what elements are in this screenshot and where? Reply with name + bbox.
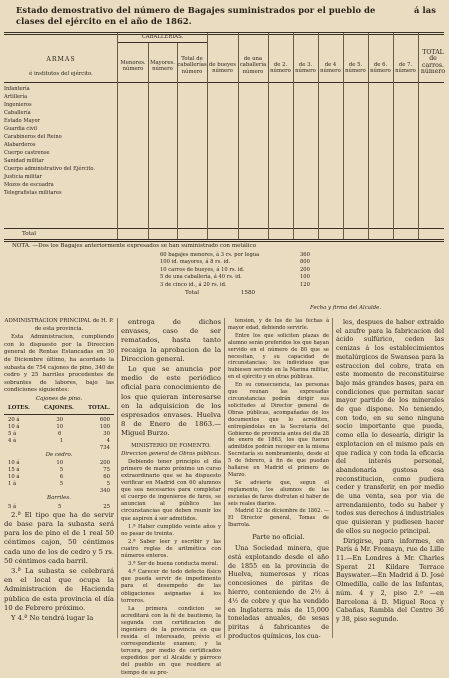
row-label: Guardia civil [4, 126, 37, 132]
col3-heading: Parte no oficial. [252, 533, 305, 542]
breakdown-row: 3 de cinco id., á 20 rs. id. 120 [160, 281, 310, 288]
header-armas-sub: é institutos del ejército. [29, 71, 93, 77]
breakdown-row: 10 carros de bueyes, á 10 rs. id. 200 [160, 266, 310, 273]
header-de2: de 2. número [270, 62, 291, 75]
col2-paragraph: 1.ª Haber cumplido veinte años y no pasar de treinta. [121, 523, 221, 537]
col4-paragraph: Dirigirse, para informes, en París á Mr. Fromayn, rue de Lille 11.—En Londres á Mr. Charles Sperat 21 Kildare Terrace Bayswater.—En Madrid á D. José Olmedilla, calle de las Infantas, núm. 4 y 2, piso 2.º —en Barcelona á D. Miguel Roca y Cabañas, Rambla del Centro 36 y 38, piso segundo. [336, 536, 444, 623]
note-breakdown [160, 252, 320, 289]
col2-heading: MINISTERIO DE FOMENTO. [131, 442, 211, 449]
col1-paragraph: Esta Administracion, cumpliendo con lo dispuesto por la Direccion general de Rentas Estancadas en 30 de Diciembre último, ha acordado la subasta de 754 cajones de pino, 340 de cedro y 25 barriles procedentes de sobrantes de labores, bajo las condiciones siguientes: [4, 334, 114, 394]
row-label: Infantería [4, 86, 30, 92]
table-top-rule [4, 32, 444, 35]
col1-subheading: Cajones de pino. [35, 395, 83, 402]
table-total-label: Total [22, 231, 37, 237]
header-total-caballerias: Total de caballerías número [177, 56, 207, 75]
row-label: Ingenieros [4, 102, 32, 108]
col1-paragraph: 2.ª El tipo que ha de servir de base para la subasta será para los de pino el de 1 real 50 céntimos cajon, 50 céntimos cada uno de los de cedro y 5 rs. 50 céntimos cada barril. [4, 510, 114, 565]
col2-paragraph: 2.ª Saber leer y escribir y las cuatro reglas de aritmética con números enteros. [121, 538, 221, 560]
breakdown-row: 60 bagajes menores, á 3 rs. por legua 360 [160, 252, 310, 258]
col3-paragraph: Madrid 12 de diciembre de 1862. —El Director general, Tomas de Ibarrola. [228, 508, 329, 529]
header-armas: ARMAS [46, 56, 76, 63]
col1-paragraph: 3.ª La subasta se celebrará en el local que ocupa la Administracion de Hacienda pública de esta provincia el día 10 de Febrero próximo. [4, 566, 114, 612]
col3-paragraph: Una Sociedad minera, que está explotando desde el año de 1855 en la provincia de Huelva, numerosas y ricas concesiones de piritas de hierro, conteniendo de 2½ á 4½ de cobre y que ha vendido en Inglaterra más de 15,000 toneladas anuales, de sesas piritas á fabricantes de productos químicos, los cua- [228, 544, 329, 641]
note-total-label: Total [185, 290, 200, 296]
fecha-firma: Fecha y firma del Alcalde. [310, 305, 382, 311]
col2-paragraph: 4.ª Carecer de todo defecto físico que pueda servir de impedimento para el desempeño de las obligaciones asignadas á los torreros. [121, 569, 221, 604]
col2-paragraph: entrega de dichos envases, caso de ser rematados, hasta tanto recaiga la aprobacion de la Direccion general. [121, 318, 221, 363]
col3-paragraph: Entre los que soliciten plazas de alumno serán preferidos los que hayan servido en el número de 80 que se necesitan, y su capacidad de circunstancias; los individuos que hubiesen servido en la Marina militar, en el ejército y en otras públicas. [228, 332, 329, 381]
bagajes-table [0, 0, 449, 250]
col1-table-row: 4 á 1 4 [8, 437, 110, 444]
col1-table-row: 5 á 6 30 [8, 430, 110, 437]
col1-total: 734 [99, 444, 110, 451]
col1-table-row: 10 á 6 60 [8, 474, 110, 481]
header-menores: Menores. número [120, 60, 146, 73]
table-bottom-rule [4, 239, 444, 242]
col1-total: 340 [99, 488, 110, 495]
col1-table-row: 10 á 10 200 [8, 460, 110, 467]
column-4 [336, 318, 444, 625]
row-label: Telegrafistas militares [4, 190, 62, 196]
col1-subheading: Barriles. [47, 495, 71, 502]
row-label: Estado Mayor [4, 118, 40, 124]
title-line-2: clases del ejército en el año de 1862. [16, 16, 192, 26]
row-label: Cuerpo castrense [4, 150, 50, 156]
col1-subheading: De cedro. [45, 451, 73, 458]
breakdown-row: 5 de una caballería, á 40 rs. id. 100 [160, 274, 310, 281]
header-de6: de 6. número [370, 62, 391, 75]
row-label: Cuerpo administrativo del Ejército. [4, 166, 96, 172]
row-label: Justicia militar [4, 174, 42, 180]
col1-table-head: LOTES. CAJONES. TOTAL. [8, 404, 110, 411]
col1-table-row: 15 á 5 75 [8, 467, 110, 474]
col1-table-row: 1 á 5 5 [8, 481, 110, 488]
row-label: Sanidad militar [4, 158, 44, 164]
title-line-1: Estado demostrativo del número de Bagajes suministrados por el pueblo de [16, 5, 376, 15]
col2-paragraph: Lo que se anuncia por medio de este periódico oficial para conocimiento de los que quieran interesarse en la adquisicion de los espresados envases. Huelva 8 de Enero de 1863.—Miguel Burzo. [121, 365, 221, 438]
col4-paragraph: les, despues de haber extraido el azufre para la fabricacion del ácido sulfúrico, ceden las cenizas á los establecimientos metalúrgicos de Swansea para la estraccion del cobre, trata en este momento de reconstituirse bajo más grandes bases, para en condiciones que permitan sacar mayor partido de los minerales de que dispone. No teniendo, con todo, en su seno ninguna socio importante que pueda, como ella lo desearía, dirigir la explotacion en el mismo país en que radica y con toda la eficacia del interés personal, abandonaría gustosa esa reconstitucion, como pudiera ceder y transferir, en por medio de una venta, sea por via de arrendamiento, todo su haber y todos sus derechos á industriales que quisieran y pudiesen hacer de ellos su negocio principal. [336, 318, 445, 535]
row-label: Carabineros del Reino [4, 134, 62, 140]
row-label: Mozos de escuadra [4, 182, 54, 188]
table-total-rule [4, 228, 444, 229]
col1-table-row: 5 á 5 25 [8, 503, 110, 510]
header-de5: de 5. número [345, 62, 366, 75]
col2-paragraph: 3.ª Ser de buena conducta moral. [128, 561, 219, 568]
col3-paragraph: En su consecuencia, las personas que reunan las expresadas circunstancias podrán dirigir sus solicitudes al Director general de Obras públicas, acompañadas de los documentos que lo acrediten, entregándolas en la Secretaría del Gobierno de provincia antes del dia 28 de enero de 1863, los que fueran admitidos podrán recoger en la misma Secretaría su nombramiento, desde el 5 de febrero, á fin de que puedan hallarse en Madrid el primero de Marzo. [228, 382, 329, 478]
row-label: Alabarderos [4, 142, 36, 148]
col3-paragraph: Se advierte que, segun el reglamento, los alumnos de las escuelas de faros disfrutan el haber de seis reales diarios. [228, 479, 329, 507]
note-total-value: 1580 [240, 290, 256, 296]
note-text: NOTA. —Dos los Bagajes anteriormente expresados se han suministrado con metálico [12, 243, 257, 249]
col3-paragraph: tension, y de los de las fechas á mayor edad, debiendo servirle. [228, 318, 329, 331]
header-de3: de 3. número [295, 62, 316, 75]
col2-paragraph: La primera condicion se acreditará con la fé de bautismo, la segunda con certificacion de ingeniero de la provincia en que resida el interesado, prévio el correspondiente examen; y la tercera, por medio de certificados expedidos por el Alcalde y párroco del pueblo en que residiere al tiempo de su pre- [121, 605, 221, 676]
col2-subheading: Direccion general de Obras públicas. [121, 450, 221, 457]
header-total-carros: TOTAL de carros. número [420, 49, 446, 76]
row-label: Caballería [4, 110, 31, 116]
note-total [185, 290, 255, 296]
header-caballerias: CABALLERIAS. [141, 34, 184, 40]
title-line-1-right: á las [414, 5, 436, 15]
header-bueyes: de bueyes número [209, 62, 236, 75]
header-de7: de 7. número [395, 62, 416, 75]
header-mayores: Mayores. número [150, 60, 175, 73]
column-3 [228, 318, 329, 642]
column-2 [121, 318, 221, 678]
col2-paragraph: Debiendo tener principio el día primero de marzo próximo un curso extraordinario que se ha dispuesto verificar en Madrid con 60 alumnos que sea necesarios para completar el cuerpo de ingenieros de faros, se anuncian al público las circunstancias que deben reunir los que aspiren á ser admitidos. [121, 458, 221, 522]
table-header-rule [4, 82, 444, 83]
header-una-caballeria: de una caballería número [239, 56, 267, 75]
row-label: Artillería [4, 94, 28, 100]
col1-paragraph: Y 4.ª No tendrá lugar la [11, 613, 94, 622]
col1-table-row: 10 á 10 100 [8, 423, 110, 430]
caballerias-subrule [117, 42, 207, 43]
column-1 [4, 318, 114, 624]
col1-heading: ADMINISTRACION PRINCIPAL de H. P. de esta provincia. [4, 318, 114, 332]
header-de4: de 4 número [320, 62, 341, 75]
col1-table-row: 20 á 30 600 [8, 416, 110, 423]
breakdown-row: 100 id. mayores, á 8 rs. id. 800 [160, 259, 310, 266]
